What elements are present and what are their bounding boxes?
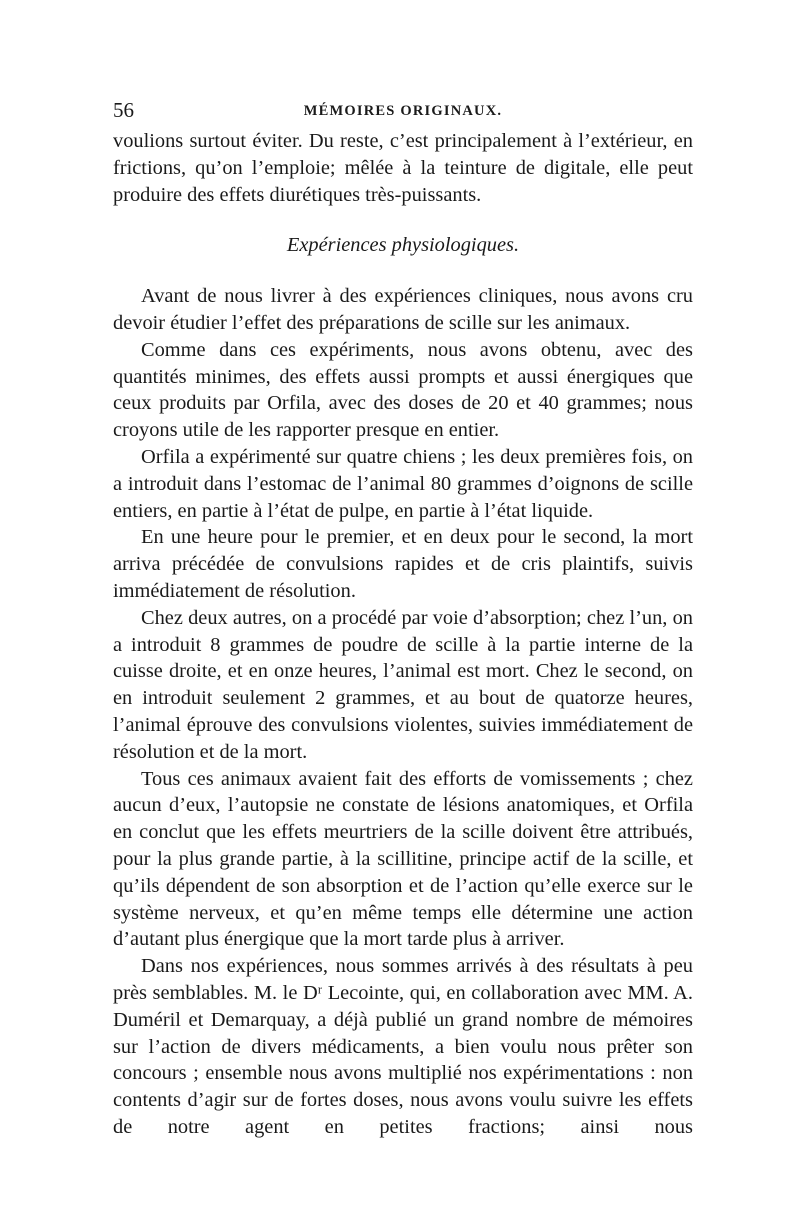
paragraph: Chez deux autres, on a procédé par voie d’absorption; chez l’un, on a introduit 8 grammes de poudre de scille à la partie interne de la cuisse droite, et en onze heures, l’animal est mort. Chez le second, on en introduit seulement 2 grammes, et au bout de quatorze heures, l’animal éprouve des convulsions violentes, suivies immédiatement de résolution et de la mort.: [113, 606, 693, 763]
paragraph: Comme dans ces expériments, nous avons obtenu, avec des quantités minimes, des effets aussi prompts et aussi énergiques que ceux produits par Orfila, avec des doses de 20 et 40 grammes; nous croyons utile de les rapporter presque en entier.: [113, 338, 693, 442]
paragraph: Orfila a expérimenté sur quatre chiens ; les deux premières fois, on a introduit dans l’estomac de l’animal 80 grammes d’oignons de scille entiers, en partie à l’état de pulpe, en partie à l’état liquide.: [113, 445, 693, 522]
paragraph: Avant de nous livrer à des expériences cliniques, nous avons cru devoir étudier l’effet des préparations de scille sur les animaux.: [113, 285, 693, 334]
paragraph: Dans nos expériences, nous sommes arrivés à des résultats à peu près semblables. M. le Dʳ Lecointe, qui, en collaboration avec MM. A. Duméril et Demarquay, a déjà publié un grand nombre de mémoires sur l’action de divers médicaments, a bien voulu nous prêter son concours ; ensemble nous avons multiplié nos expérimentations : non contents d’agir sur de fortes doses, nous avons voulu suivre les effets de notre agent en petites fractions; ainsi nous: [113, 955, 693, 1138]
page-number: 56: [113, 98, 134, 122]
running-head: [113, 96, 693, 124]
section-title: Expériences physiologiques.: [286, 234, 520, 257]
paragraph-continuation: voulions surtout éviter. Du reste, c’est principalement à l’extérieur, en frictions, qu’on l’emploie; mêlée à la teinture de digitale, elle peut produire des effets diurétiques très-puissants.: [113, 130, 693, 206]
body-text: [113, 128, 693, 1141]
running-title: MÉMOIRES ORIGINAUX.: [303, 103, 503, 119]
paragraph: Tous ces animaux avaient fait des efforts de vomissements ; chez aucun d’eux, l’autopsie ne constate de lésions anatomiques, et Orfila en conclut que les effets meurtriers de la scille doivent être attribués, pour la plus grande partie, à la scillitine, principe actif de la scille, et qu’ils dépendent de son absorption et de l’action qu’elle exerce sur le système nerveux, et qu’en même temps elle détermine une action d’autant plus énergique que la mort tarde plus à arriver.: [113, 767, 693, 951]
paragraph: En une heure pour le premier, et en deux pour le second, la mort arriva précédée de convulsions rapides et de cris plaintifs, suivis immédiatement de résolution.: [113, 526, 693, 602]
